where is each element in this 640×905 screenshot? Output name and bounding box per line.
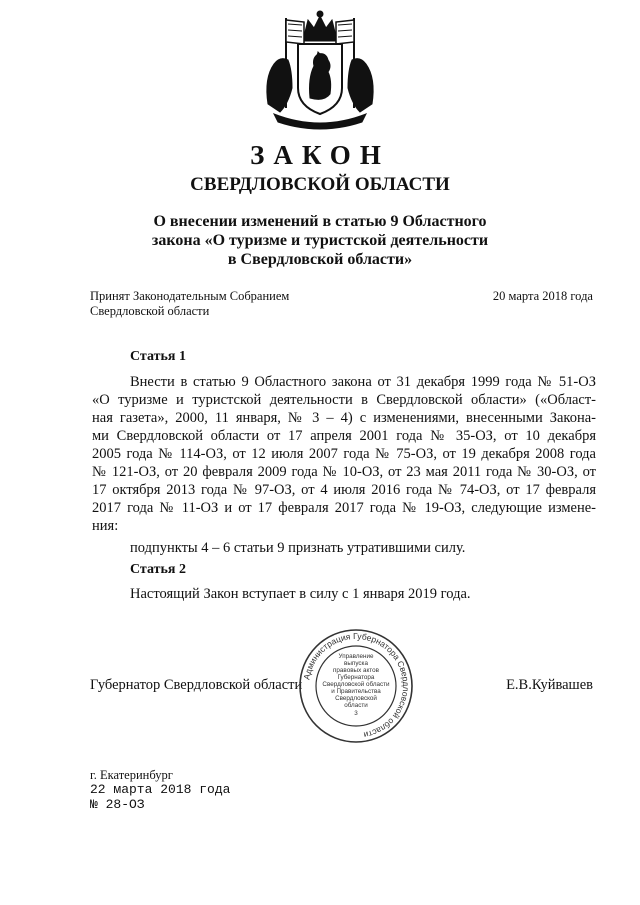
article-1-line: 2017 года № 11-ОЗ и от 17 февраля 2017 года № 19-ОЗ, следующие измене- <box>92 500 596 516</box>
stamp-line: Губернатора <box>337 674 375 681</box>
stamp-line: Свердловской области <box>322 681 390 688</box>
coat-of-arms-emblem <box>258 8 382 132</box>
article-2-text: Настоящий Закон вступает в силу с 1 января 2019 года. <box>130 586 471 602</box>
article-1-line: «О туризме и туристской деятельности в Свердловской области» («Област- <box>92 392 596 408</box>
subject-line-3: в Свердловской области» <box>227 251 413 268</box>
subject-line-1: О внесении изменений в статью 9 Областного <box>153 213 487 230</box>
stamp-line: 3 <box>354 710 358 717</box>
article-1-line: 17 октября 2013 года № 97-ОЗ, от 4 июля 2016 года № 74-ОЗ, от 17 февраля <box>92 482 596 498</box>
article-1-line: ми Свердловской области от 17 апреля 2001 года № 35-ОЗ, от 10 декабря <box>92 428 596 444</box>
subject-line-2: закона «О туризме и туристской деятельности <box>151 232 489 249</box>
official-stamp <box>298 628 414 744</box>
stamp-ring-text: Администрация Губернатора Свердловской области <box>301 630 412 741</box>
stamp-line: Управление <box>338 653 374 660</box>
article-1-line: ная газета», 2000, 11 января, № 3 – 4) с изменениями, внесенными Закона- <box>92 410 596 426</box>
article-1-point: подпункты 4 – 6 статьи 9 признать утратившими силу. <box>130 540 466 556</box>
stamp-line: правовых актов <box>333 667 379 674</box>
article-1-line: Внести в статью 9 Областного закона от 31 декабря 1999 года № 51-ОЗ <box>130 374 596 390</box>
governor-name: Е.В.Куйвашев <box>506 677 593 693</box>
governor-position: Губернатор Свердловской области <box>90 677 303 693</box>
article-1-heading: Статья 1 <box>130 349 186 364</box>
article-1-line: ния: <box>92 518 119 534</box>
law-title: ЗАКОН <box>250 140 390 170</box>
adopted-by-line-1: Принят Законодательным Собранием <box>90 289 290 303</box>
adopted-by-line-2: Свердловской области <box>90 304 210 318</box>
region-title: СВЕРДЛОВСКОЙ ОБЛАСТИ <box>190 174 450 195</box>
stamp-line: выпуска <box>344 660 368 667</box>
signing-date: 22 марта 2018 года <box>90 782 231 797</box>
adoption-date: 20 марта 2018 года <box>492 289 593 303</box>
article-1-line: 2005 года № 114-ОЗ, от 12 июля 2007 года № 75-ОЗ, от 19 декабря 2008 года <box>92 446 596 462</box>
law-number: № 28-ОЗ <box>90 797 145 812</box>
stamp-line: Свердловской <box>335 695 377 702</box>
stamp-line: области <box>344 702 368 709</box>
article-1-line: № 121-ОЗ, от 20 февраля 2009 года № 10-ОЗ, от 23 мая 2011 года № 30-ОЗ, от <box>92 464 596 480</box>
stamp-line: и Правительства <box>331 688 381 695</box>
article-2-heading: Статья 2 <box>130 562 186 577</box>
city: г. Екатеринбург <box>90 768 173 782</box>
